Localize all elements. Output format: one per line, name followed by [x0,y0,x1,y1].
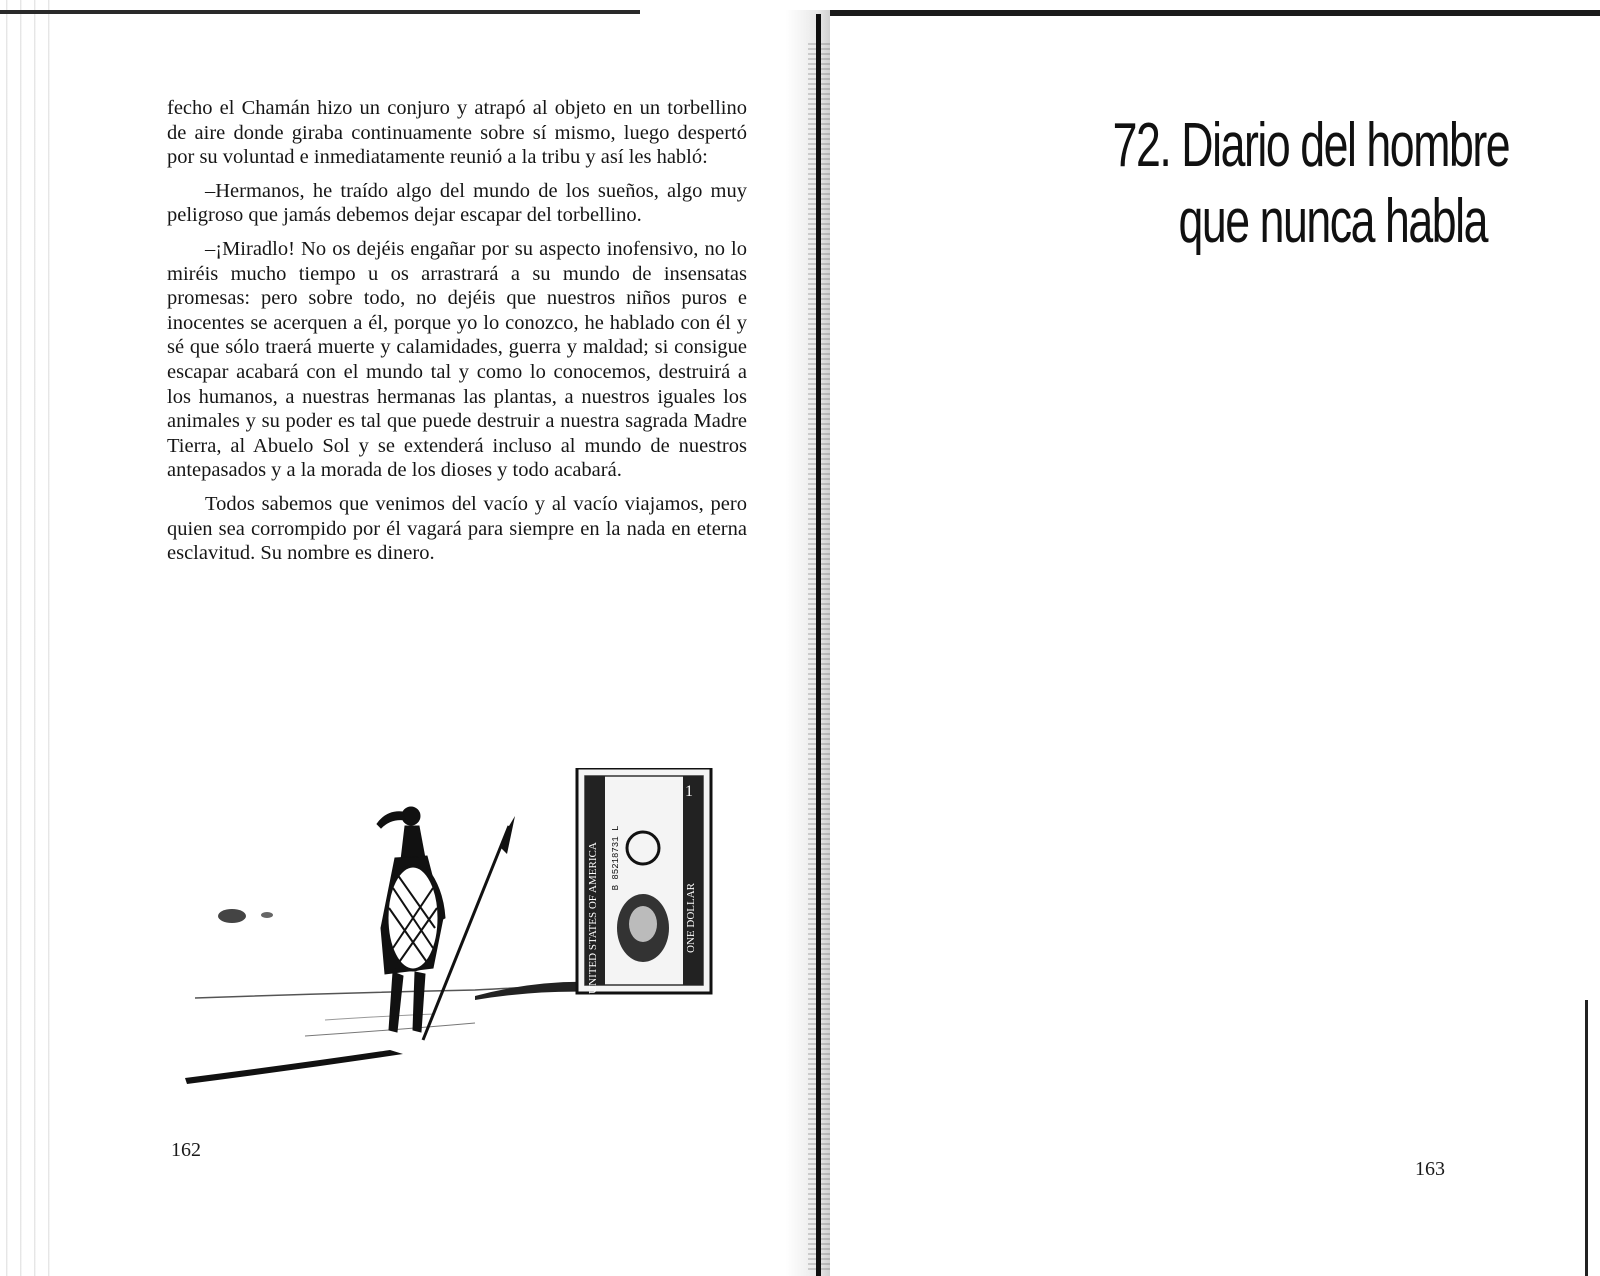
paragraph-4: Todos sabemos que venimos del vacío y al vacío viajamos, pero quien sea corrompido por él vagará para siempre en la nada en eterna esclavitud. Su nombre es dinero. [167,492,747,565]
book-spine-line [816,14,821,1276]
banknote-denomination: ONE DOLLAR [685,883,697,953]
left-page-body [167,96,747,575]
right-page-edge [1585,1000,1588,1276]
chapter-title-line-1: 72. Diario del hombre [1112,111,1510,180]
paragraph-3: –¡Miradlo! No os dejéis engañar por su aspecto inofensivo, no lo miréis mucho tiempo u os arrastrará a su mundo de insensatas promesas: pero sobre todo, no dejéis que nuestros niños puros e inocentes se acerquen a él, porque yo lo conozco, he hablado con él y sé que sólo traerá muerte y calamidades, guerra y maldad; si consigue escapar acabará con el mundo tal y como lo conocemos, destruirá a los humanos, a nuestras hermanas las plantas, a nuestros iguales los animales y su poder es tal que puede destruir a nuestra sagrada Madre Tierra, al Abuelo Sol y se extenderá incluso al mundo de nuestros antepasados y a la morada de los dioses y todo acabará. [167,237,747,482]
page-number-left: 162 [171,1139,201,1161]
banknote-serial: B 85218731 L [611,825,621,891]
page-number-right: 163 [1415,1158,1445,1180]
right-top-rule [830,10,1600,16]
paragraph-2: –Hermanos, he traído algo del mundo de los sueños, algo muy peligroso que jamás debemos dejar escapar del torbellino. [167,179,747,227]
warrior-dollar-illustration [175,768,735,1108]
banknote-heading: UNITED STATES OF AMERICA [587,842,599,994]
chapter-title-line-2: que nunca habla [1178,187,1487,256]
dollar-bill-image [577,768,711,994]
paragraph-1: fecho el Chamán hizo un conjuro y atrapó al objeto en un torbellino de aire donde giraba continuamente sobre sí mismo, luego despertó por su voluntad e inmediatamente reunió a la tribu y así les habló: [167,97,747,169]
left-page-edge [0,0,52,1276]
banknote-corner-number: 1 [685,783,693,800]
left-top-rule [0,10,640,14]
chapter-title [1112,108,1510,260]
